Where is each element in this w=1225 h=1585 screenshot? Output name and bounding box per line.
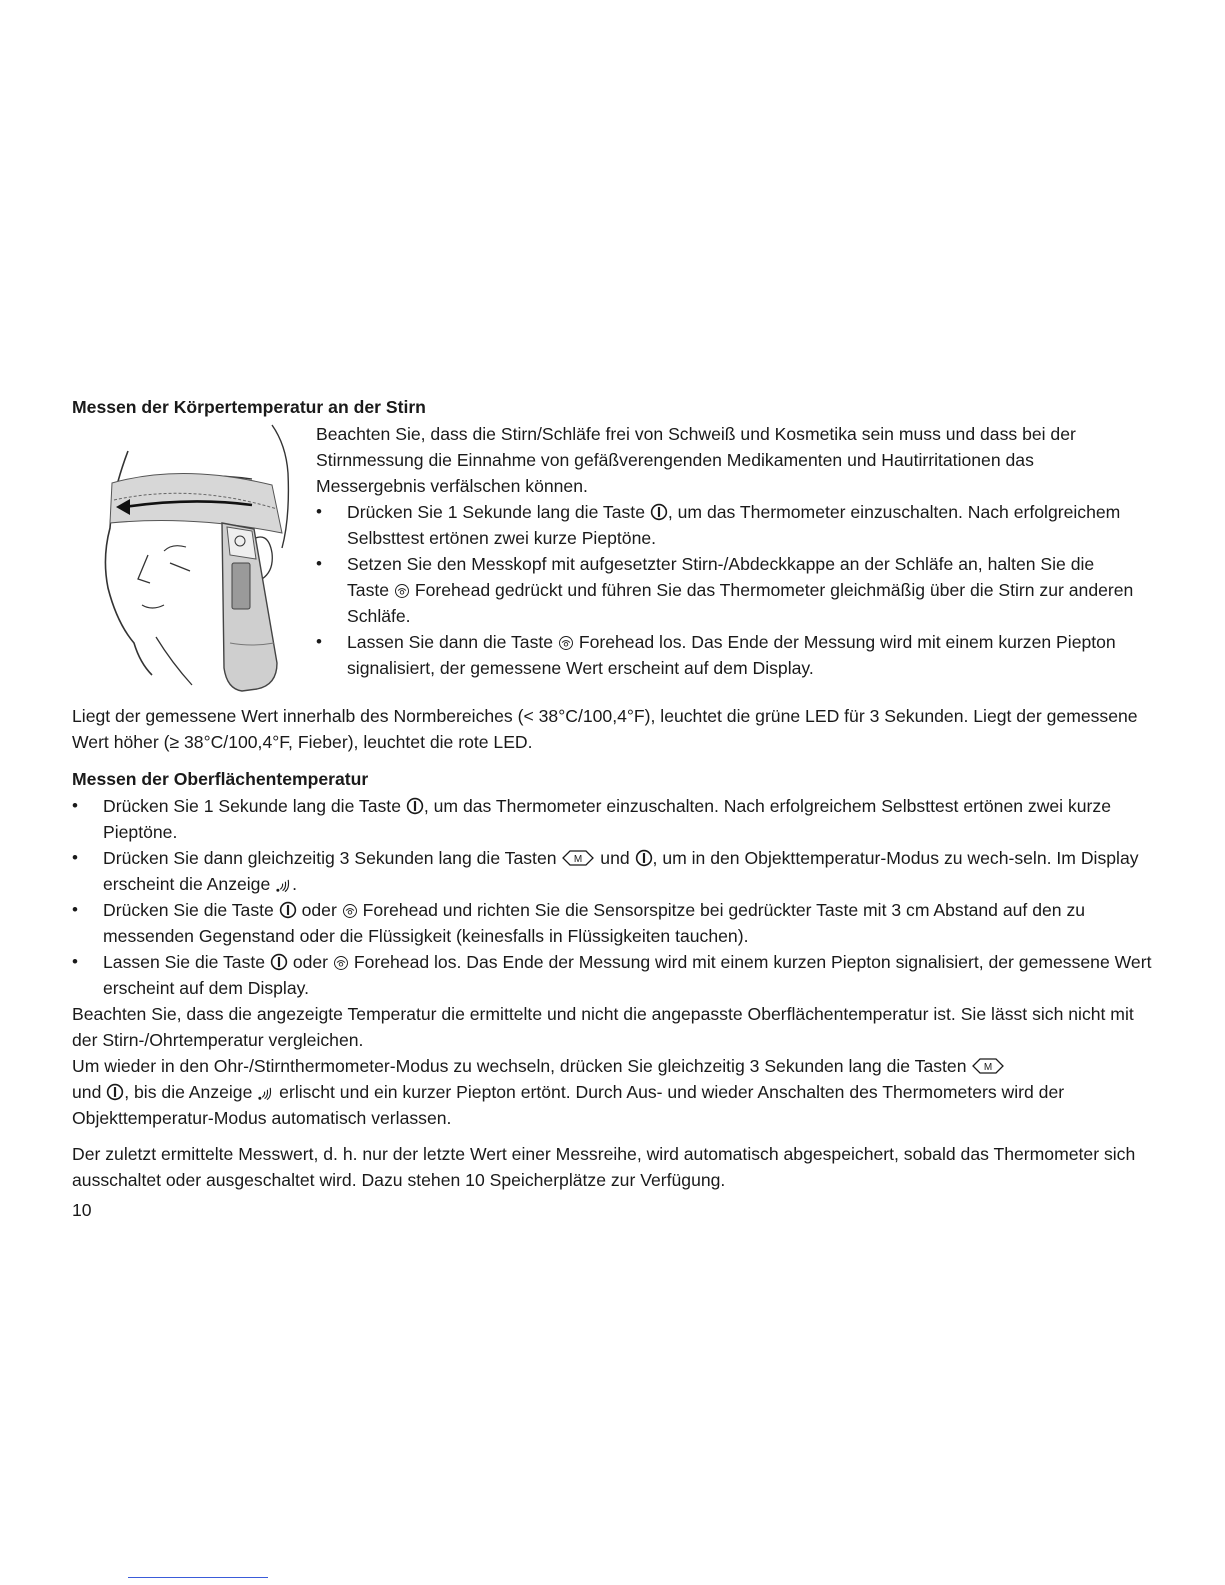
forehead-measurement-illustration-icon <box>72 423 312 693</box>
footer-divider <box>128 1577 268 1578</box>
section1-heading: Messen der Körpertemperatur an der Stirn <box>72 397 426 417</box>
mode-button-letter: M <box>984 1062 993 1073</box>
forehead-button-icon <box>558 635 574 651</box>
section2-heading: Messen der Oberflächentemperatur <box>72 769 369 789</box>
power-button-icon <box>106 1083 124 1101</box>
mode-button-icon <box>561 849 595 867</box>
section2-note: Beachten Sie, dass die angezeigte Temperatur die ermittelte und nicht die angepasste Oberflächentemperatur ist. Sie lässt sich nicht mit der Stirn-/Ohrtemperatur vergleichen. <box>72 1004 1134 1050</box>
list-item: • Lassen Sie dann die Taste Forehead los. Das Ende der Messung wird mit einem kurzen Piepton signalisiert, der gemessene Wert erscheint auf dem Display. <box>316 629 1136 681</box>
section1-steps <box>316 499 1136 681</box>
manual-page <box>72 393 1152 1223</box>
forehead-button-icon <box>342 903 358 919</box>
mode-button-letter: M <box>574 854 583 865</box>
list-item: • Drücken Sie die Taste oder Forehead und richten Sie die Sensorspitze bei gedrückter Taste mit 3 cm Abstand auf den zu messenden Gegenstand oder die Flüssigkeit (keinesfalls in Flüssigkeiten tauchen). <box>72 897 1152 949</box>
list-item: • Drücken Sie dann gleichzeitig 3 Sekunden lang die Tasten M und , um in den Objekttemperatur-Modus zu wech-seln. Im Display erscheint die Anzeige . <box>72 845 1152 897</box>
list-item: • Setzen Sie den Messkopf mit aufgesetzter Stirn-/Abdeckkappe an der Schläfe an, halten Sie die Taste Forehead gedrückt und führen Sie das Thermometer gleichmäßig über die Stirn zur anderen Schläfe. <box>316 551 1136 629</box>
list-item: • Drücken Sie 1 Sekunde lang die Taste , um das Thermometer einzuschalten. Nach erfolgreichem Selbsttest ertönen zwei kurze Pieptöne. <box>72 793 1152 845</box>
object-mode-icon <box>275 878 292 893</box>
forehead-button-icon <box>333 955 349 971</box>
page-number: 10 <box>72 1200 92 1220</box>
power-button-icon <box>270 953 288 971</box>
section1-intro: Beachten Sie, dass die Stirn/Schläfe frei von Schweiß und Kosmetika sein muss und dass bei der Stirnmessung die Einnahme von gefäßverengenden Medikamenten und Hautirritationen das Messergebnis verfälschen können. <box>316 424 1076 496</box>
section2-switch-back: Um wieder in den Ohr-/Stirnthermometer-Modus zu wechseln, drücken Sie gleichzeitig 3 Sekunden lang die Tasten M und , bis die Anzeige erlischt und ein kurzer Piepton ertönt. Durch Aus- und wieder Anschalten des Thermometers wird der Objekttemperatur-Modus automatisch verlassen. <box>72 1056 1065 1128</box>
power-button-icon <box>279 901 297 919</box>
section2-steps <box>72 793 1152 1001</box>
object-mode-icon <box>257 1086 274 1101</box>
list-item: • Lassen Sie die Taste oder Forehead los. Das Ende der Messung wird mit einem kurzen Piepton signalisiert, der gemessene Wert erscheint auf dem Display. <box>72 949 1152 1001</box>
power-button-icon <box>650 503 668 521</box>
forehead-button-icon <box>394 583 410 599</box>
mode-button-icon <box>971 1057 1005 1075</box>
power-button-icon <box>635 849 653 867</box>
led-paragraph: Liegt der gemessene Wert innerhalb des Normbereiches (< 38°C/100,4°F), leuchtet die grüne LED für 3 Sekunden. Liegt der gemessene Wert höher (≥ 38°C/100,4°F, Fieber), leuchtet die rote LED. <box>72 706 1138 752</box>
section1-body <box>72 421 1152 693</box>
list-item: • Drücken Sie 1 Sekunde lang die Taste , um das Thermometer einzuschalten. Nach erfolgreichem Selbsttest ertönen zwei kurze Pieptöne. <box>316 499 1136 551</box>
memory-paragraph: Der zuletzt ermittelte Messwert, d. h. nur der letzte Wert einer Messreihe, wird automatisch abgespeichert, sobald das Thermometer sich ausschaltet oder ausgeschaltet wird. Dazu stehen 10 Speicherplätze zur Verfügung. <box>72 1144 1136 1190</box>
power-button-icon <box>406 797 424 815</box>
